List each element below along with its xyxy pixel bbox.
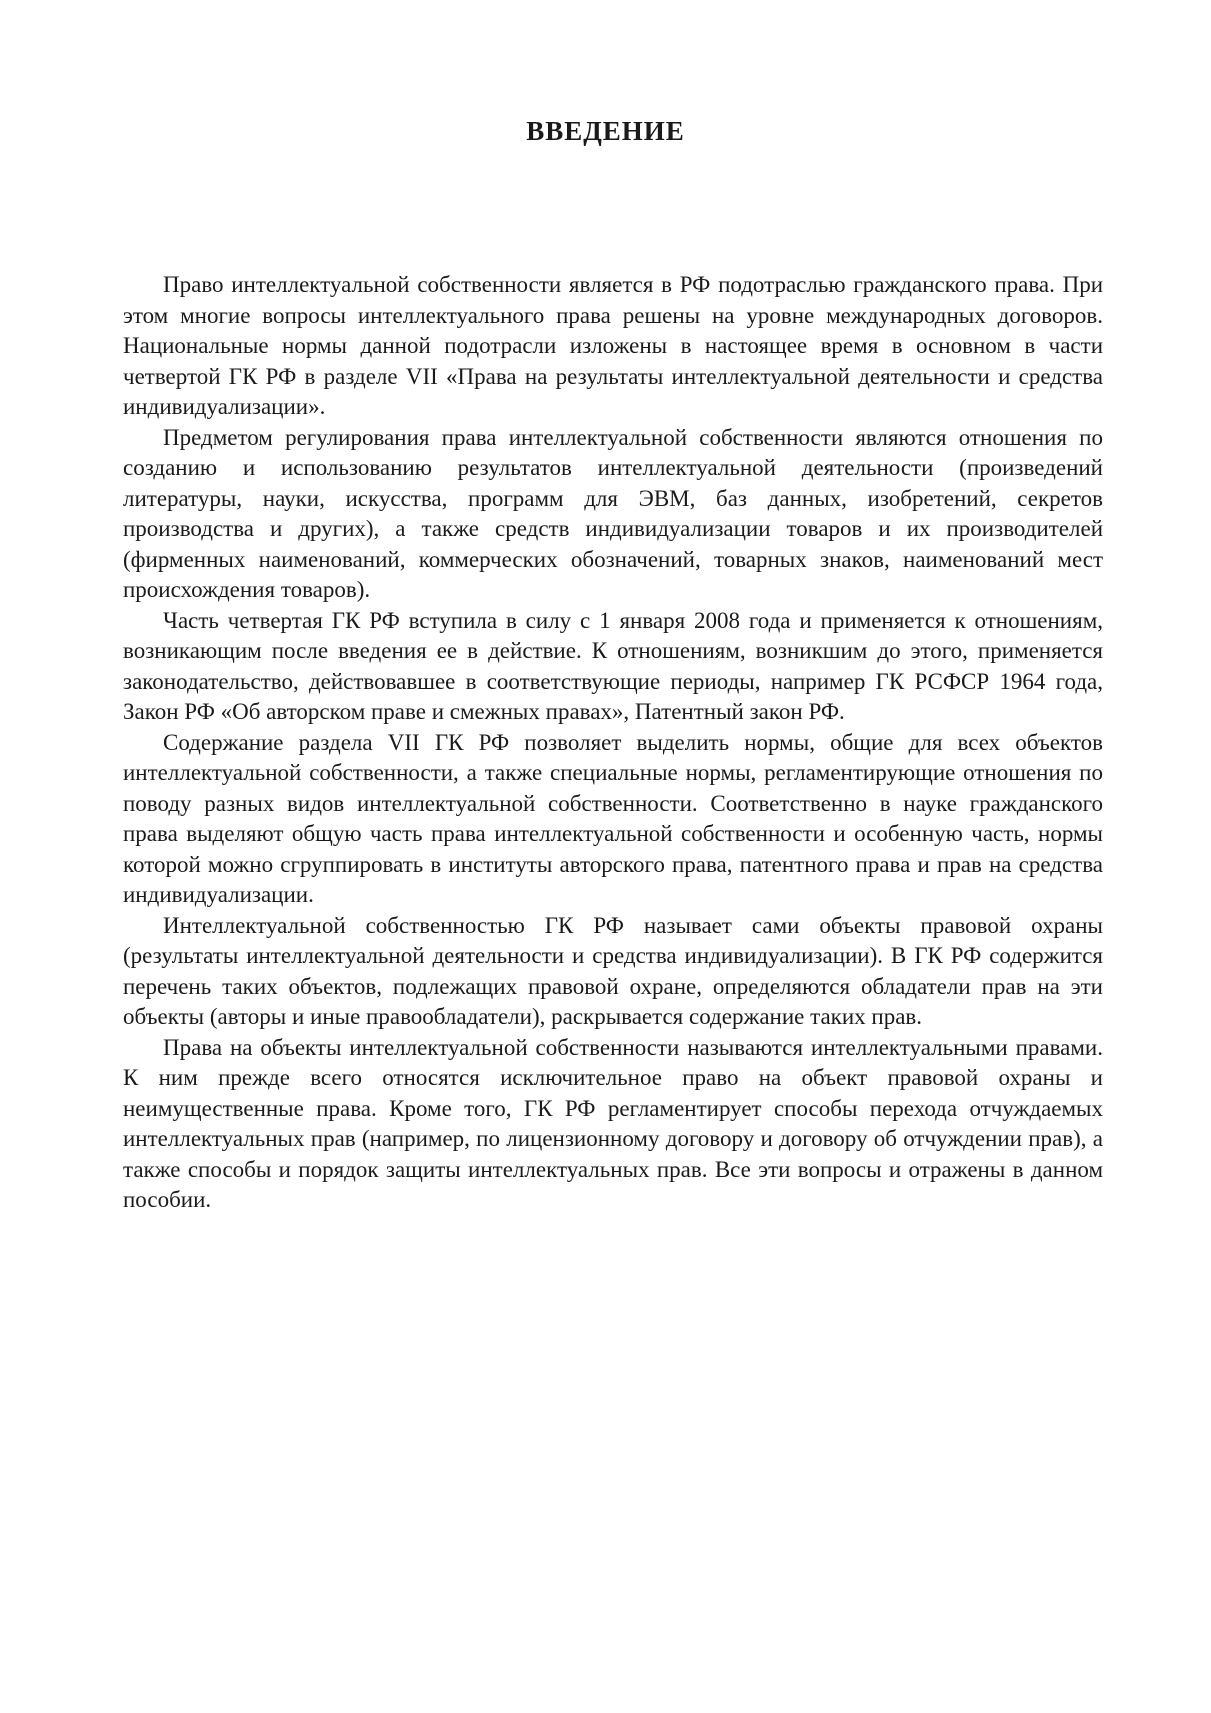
paragraph: Интеллектуальной собственностью ГК РФ называет сами объекты правовой охраны (результаты интеллектуальной деятельности и средства индивидуализации). В ГК РФ содержится перечень таких объектов, подлежащих правовой охране, определяются обладатели прав на эти объекты (авторы и иные правообладатели), раскрывается содержание таких прав. xyxy=(123,912,1103,1029)
paragraph: Право интеллектуальной собственности является в РФ подотраслью гражданского права. При этом многие вопросы интеллектуального права решены на уровне международных договоров. Национальные нормы данной подотрасли изложены в настоящее время в основном в части четвертой ГК РФ в разделе VII «Права на результаты интеллектуальной деятельности и средства индивидуализации». xyxy=(123,272,1103,419)
paragraph: Часть четвертая ГК РФ вступила в силу с 1 января 2008 года и применяется к отношениям, возникающим после введения ее в действие. К отношениям, возникшим до этого, применяется законодательство, действовавшее в соответствующие периоды, например ГК РСФСР 1964 года, Закон РФ «Об авторском праве и смежных правах», Патентный закон РФ. xyxy=(123,607,1103,724)
paragraph: Права на объекты интеллектуальной собственности называются интеллектуальными правами. К ним прежде всего относятся исключительное право на объект правовой охраны и неимущественные права. Кроме того, ГК РФ регламентирует способы перехода отчуждаемых интеллектуальных прав (например, по лицензионному договору и договору об отчуждении прав), а также способы и порядок защиты интеллектуальных прав. Все эти вопросы и отражены в данном пособии. xyxy=(123,1034,1103,1212)
page-title: ВВЕДЕНИЕ xyxy=(526,116,685,146)
body-text xyxy=(123,270,1103,1216)
paragraph: Содержание раздела VII ГК РФ позволяет выделить нормы, общие для всех объектов интеллектуальной собственности, а также специальные нормы, регламентирующие отношения по поводу разных видов интеллектуальной собственности. Соответственно в науке гражданского права выделяют общую часть права интеллектуальной собственности и особенную часть, нормы которой можно сгруппировать в институты авторского права, патентного права и прав на средства индивидуализации. xyxy=(123,729,1103,907)
paragraph: Предметом регулирования права интеллектуальной собственности являются отношения по созданию и использованию результатов интеллектуальной деятельности (произведений литературы, науки, искусства, программ для ЭВМ, баз данных, изобретений, секретов производства и других), а также средств индивидуализации товаров и их производителей (фирменных наименований, коммерческих обозначений, товарных знаков, наименований мест происхождения товаров). xyxy=(123,424,1103,602)
